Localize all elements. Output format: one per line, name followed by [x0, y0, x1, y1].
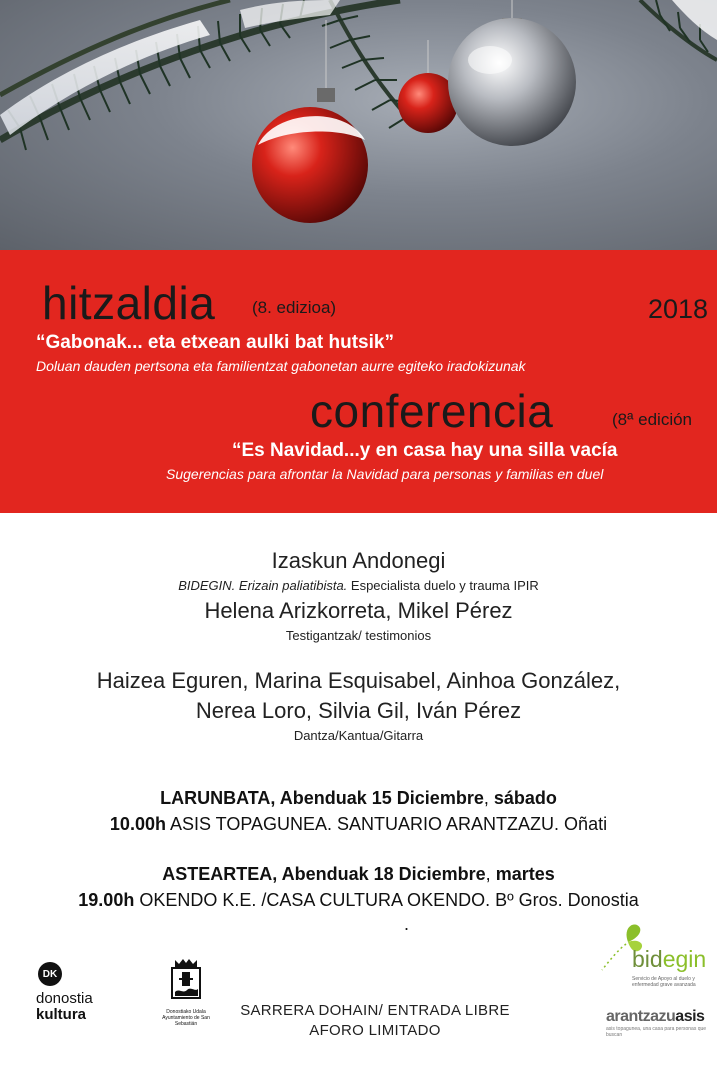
bidegin-part1: bid: [632, 946, 663, 972]
event-1-day: LARUNBATA, Abenduak 15 Diciembre: [160, 788, 484, 808]
entry-line2: AFORO LIMITADO: [309, 1022, 441, 1039]
dk-line2: kultura: [36, 1006, 87, 1023]
arantzazu-part1: arantzazu: [606, 1008, 676, 1025]
event-2-day: ASTEARTEA, Abenduak 18 Diciembre: [162, 864, 486, 884]
description-es: Sugerencias para afrontar la Navidad para personas y familias en duel: [166, 466, 604, 482]
arantzazu-wordmark: [606, 1008, 716, 1026]
city-line2: Ayuntamiento de San Sebastián: [162, 1015, 210, 1027]
event-1-weekday: sábado: [488, 788, 557, 808]
event-1-time: 10.00h: [109, 814, 166, 834]
dk-line1: donostia: [36, 990, 93, 1007]
donostia-kultura-logo: [36, 962, 93, 1022]
edition-eu: (8. edizioa): [252, 298, 337, 317]
edition-es: (8ª edición: [612, 410, 693, 429]
speaker-2-name: Helena Arizkorreta, Mikel Pérez: [204, 598, 513, 623]
event-1-date: [0, 788, 717, 809]
speaker-3-role: Dantza/Kantua/Gitarra: [293, 728, 424, 743]
speaker-3-names-line1: Haizea Eguren, Marina Esquisabel, Ainhoa González,: [96, 668, 621, 693]
speaker-1-role: [0, 578, 717, 593]
bidegin-part2: egin: [662, 946, 707, 972]
event-2-time: 19.00h: [78, 890, 135, 910]
speaker-1-role-detail: Especialista duelo y trauma IPIR: [347, 578, 539, 593]
christmas-photo: [0, 0, 717, 250]
event-1-place: [0, 814, 717, 835]
description-eu: Doluan dauden pertsona eta familientzat gabonetan aurre egiteko iradokizunak: [36, 358, 526, 374]
event-1-location: ASIS TOPAGUNEA. SANTUARIO ARANTZAZU. Oñati: [165, 814, 608, 834]
event-2-place: [0, 890, 717, 911]
subtitle-eu: “Gabonak... eta etxean aulki bat hutsik”: [36, 332, 394, 353]
speaker-1-name: Izaskun Andonegi: [271, 548, 446, 573]
speaker-2-role: Testigantzak/ testimonios: [285, 628, 432, 643]
event-2-location: OKENDO K.E. /CASA CULTURA OKENDO. Bº Gros. Donostia: [134, 890, 639, 910]
title-eu: hitzaldia: [42, 277, 216, 329]
arantzazu-subtitle: asis topagunea, una casa para personas que buscan: [606, 1026, 707, 1038]
bidegin-wordmark: [632, 946, 706, 973]
event-1-sep: ,: [483, 788, 489, 808]
arantzazu-asis-logo: [606, 1008, 716, 1038]
bidegin-subtitle: Servicio de Apoyo al duelo y enfermedad grave avanzada: [632, 976, 696, 988]
subtitle-es: “Es Navidad...y en casa hay una silla vacía: [232, 440, 618, 461]
dot: .: [403, 914, 409, 934]
event-2-weekday: martes: [490, 864, 555, 884]
city-council-logo: [156, 958, 216, 1027]
event-2-date: [0, 864, 717, 885]
ornaments-illustration: [0, 0, 717, 250]
dk-badge: DK: [38, 962, 62, 986]
city-shield-icon: [169, 958, 203, 1004]
year: 2018: [648, 294, 709, 324]
city-line1: Donostiako Udala: [166, 1009, 206, 1015]
arantzazu-part2: asis: [675, 1008, 705, 1025]
speaker-1-role-org: BIDEGIN. Erizain paliatibista.: [178, 578, 348, 593]
event-2-sep: ,: [485, 864, 491, 884]
entry-line1: SARRERA DOHAIN/ ENTRADA LIBRE: [240, 1002, 510, 1019]
speaker-3-names-line2: Nerea Loro, Silvia Gil, Iván Pérez: [195, 698, 522, 723]
title-es: conferencia: [310, 385, 554, 437]
title-band: [0, 250, 717, 513]
